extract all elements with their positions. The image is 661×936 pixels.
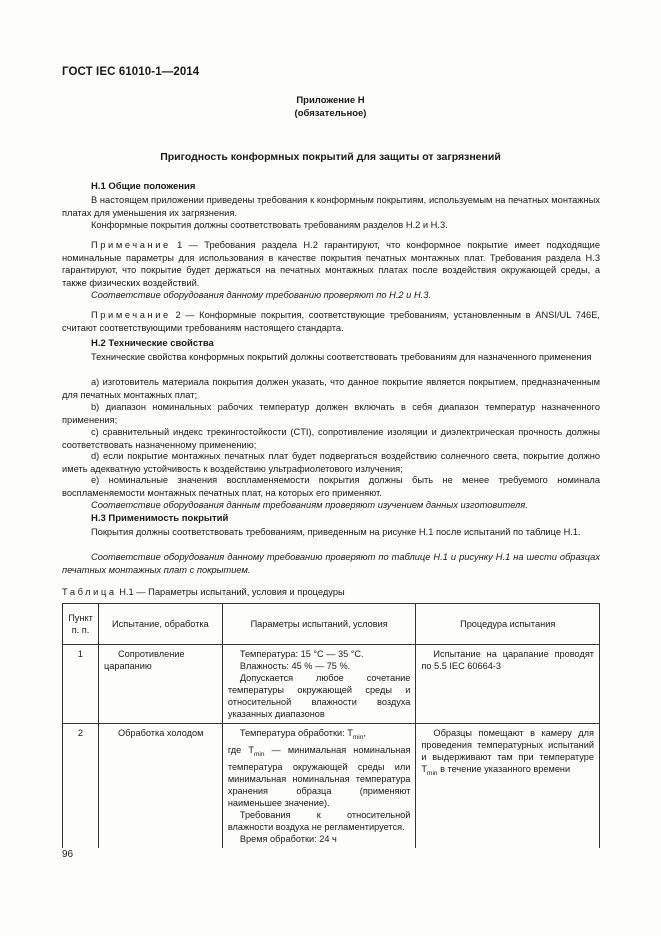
param-line <box>228 744 411 809</box>
paragraph: Конформные покрытия должны соответствовать требованиям разделов Н.2 и Н.3. <box>91 220 448 230</box>
note-text: 2 — Конформные покрытия, соответствующие требованиям, установленным в ANSI/UL 746E, считают соответствующими требованиям настоящего стандарта. <box>62 310 600 333</box>
col-header-test: Испытание, обработка <box>98 604 222 645</box>
paragraph: В настоящем приложении приведены требования к конформным покрытиям, используемым на печатных монтажных платах для уменьшения их загрязнения. <box>62 195 600 218</box>
row-params <box>222 724 416 848</box>
proc-text: в течение указанного времени <box>437 764 571 774</box>
compliance-check: Соответствие оборудования данному требованию проверяют по таблице Н.1 и рисунку Н.1 на шести образцах печатных монтажных плат с покрытием. <box>62 552 600 575</box>
row-procedure <box>416 724 600 848</box>
param-line: Влажность: 45 % — 75 %. <box>239 661 351 671</box>
note-1 <box>62 239 600 289</box>
list-item-a: а) изготовитель материала покрытия должен указать, что данное покрытие является покрытием, предназначенным для печатных монтажных плат; <box>62 377 600 400</box>
list-item-b: b) диапазон номинальных рабочих температур должен включать в себя диапазон температур назначенного применения; <box>62 402 600 425</box>
param-line: Требования к относительной влажности воздуха не регламентируется. <box>227 809 411 832</box>
table-row <box>63 724 600 848</box>
table-header-row <box>63 604 600 645</box>
list-item-d: d) если покрытие монтажных печатных плат будет подвергаться воздействию солнечного света, покрытие должно иметь адекватную устойчивость к воздействию ультрафиолетового излучения; <box>62 451 600 474</box>
param-line: Температура обработки: $T_{min}$, <box>239 728 366 741</box>
appendix-status: (обязательное) <box>294 108 367 119</box>
row-number: 1 <box>63 645 99 724</box>
page-title: Пригодность конформных покрытий для защиты от загрязнений <box>160 151 501 163</box>
col-header-number: Пункт п. п. <box>63 604 99 645</box>
param-line: Температура: 15 °С — 35 °С. <box>239 649 364 659</box>
row-params <box>222 645 416 724</box>
compliance-check: Соответствие оборудования данному требованию проверяют по Н.2 и Н.3. <box>91 290 431 300</box>
appendix-label: Приложение Н <box>296 95 365 106</box>
subscript: min <box>427 769 438 777</box>
paragraph: Технические свойства конформных покрытий должны соответствовать требованиям для назначенного применения <box>91 352 592 362</box>
col-header-procedure: Процедура испытания <box>416 604 600 645</box>
list-item-c: c) сравнительный индекс трекингостойкости (CTI), сопротивление изоляции и диэлектрическая прочность должны соответствовать назначенному применению; <box>62 427 600 450</box>
row-test: Обработка холодом <box>98 724 222 848</box>
param-text: где T <box>227 744 254 755</box>
table-row <box>63 645 600 724</box>
document-header: ГОСТ IEC 61010-1—2014 <box>62 66 200 78</box>
param-line: Время обработки: 24 ч <box>239 833 337 844</box>
paragraph: Покрытия должны соответствовать требованиям, приведенным на рисунке Н.1 после испытаний по таблице Н.1. <box>91 527 581 537</box>
col-header-params: Параметры испытаний, условия <box>222 604 416 645</box>
row-test: Сопротивление царапанию <box>98 645 222 724</box>
note-label: Примечание <box>91 310 171 320</box>
section-heading-h2: Н.2 Технические свойства <box>91 338 214 349</box>
subscript: min <box>352 733 364 741</box>
caption-text: Н.1 — Параметры испытаний, условия и процедуры <box>116 587 345 597</box>
param-line: Допускается любое сочетание температуры окружающей среды и относительной влажности воздуха указанных диапазонов <box>227 673 411 719</box>
param-text: Температура обработки: T <box>239 728 353 738</box>
list-item-e: e) номинальные значения воспламеняемости покрытия должны быть не менее требуемого номинала воспламеняемости монтажных печатных плат, на которых его применяют. <box>62 475 600 498</box>
row-procedure: Испытание на царапание проводят по 5.5 IEC 60664-3 <box>416 645 600 724</box>
compliance-check: Соответствие оборудования данным требованиям проверяют изучением данных изготовителя. <box>91 500 528 510</box>
note-label: Примечание <box>91 240 171 250</box>
row-number: 2 <box>63 724 99 848</box>
page-number: 96 <box>62 849 74 860</box>
section-heading-h1: Н.1 Общие положения <box>91 181 196 192</box>
table-caption <box>62 587 345 597</box>
param-text: — минимальная номинальная температура окружающей среды или минимальная номинальная температура хранения образца (применяют наименьшее значение). <box>227 744 411 808</box>
parameters-table <box>62 603 600 848</box>
note-2 <box>62 309 600 334</box>
subscript: min <box>253 750 265 758</box>
section-heading-h3: Н.3 Применимость покрытий <box>91 513 229 524</box>
caption-label: Таблица <box>62 587 117 597</box>
proc-text: Образцы помещают в камеру для проведения температурных испытаний и выдерживают там при температуре T <box>421 728 594 774</box>
note-text: 1 — Требования раздела Н.2 гарантируют, что конформное покрытие имеет подходящие номинальные параметры для использования в качестве покрытия печатных монтажных плат. Требования раздела Н.3 гарантируют, что покрытие будет держаться на печатных монтажных платах после воздействия окружающей среды, а также физических воздействий. <box>62 240 600 288</box>
